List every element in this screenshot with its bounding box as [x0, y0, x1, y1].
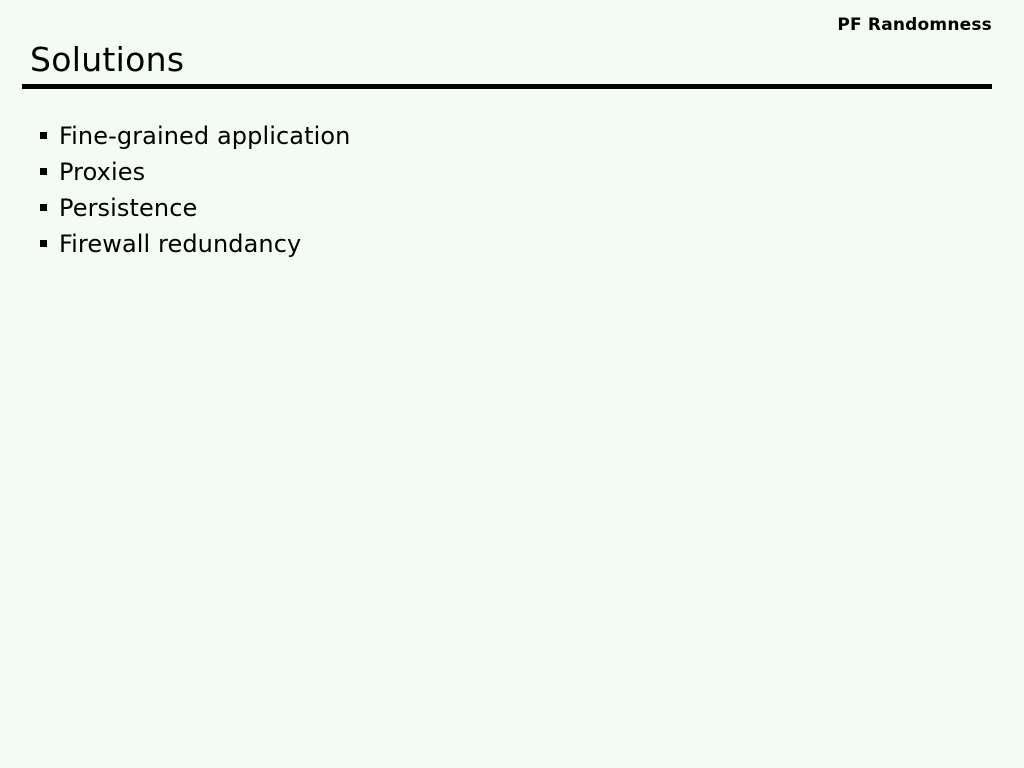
square-bullet-icon: [40, 240, 47, 247]
list-item-label: Fine-grained application: [59, 122, 351, 150]
title-divider: [22, 84, 992, 89]
slide-header-label: PF Randomness: [837, 15, 992, 35]
page-title: Solutions: [30, 40, 185, 79]
bullet-list: [40, 122, 940, 266]
list-item-label: Firewall redundancy: [59, 230, 302, 258]
square-bullet-icon: [40, 204, 47, 211]
list-item: [40, 194, 940, 222]
list-item: [40, 158, 940, 186]
square-bullet-icon: [40, 132, 47, 139]
list-item-label: Persistence: [59, 194, 198, 222]
list-item: [40, 230, 940, 258]
list-item-label: Proxies: [59, 158, 146, 186]
list-item: [40, 122, 940, 150]
square-bullet-icon: [40, 168, 47, 175]
